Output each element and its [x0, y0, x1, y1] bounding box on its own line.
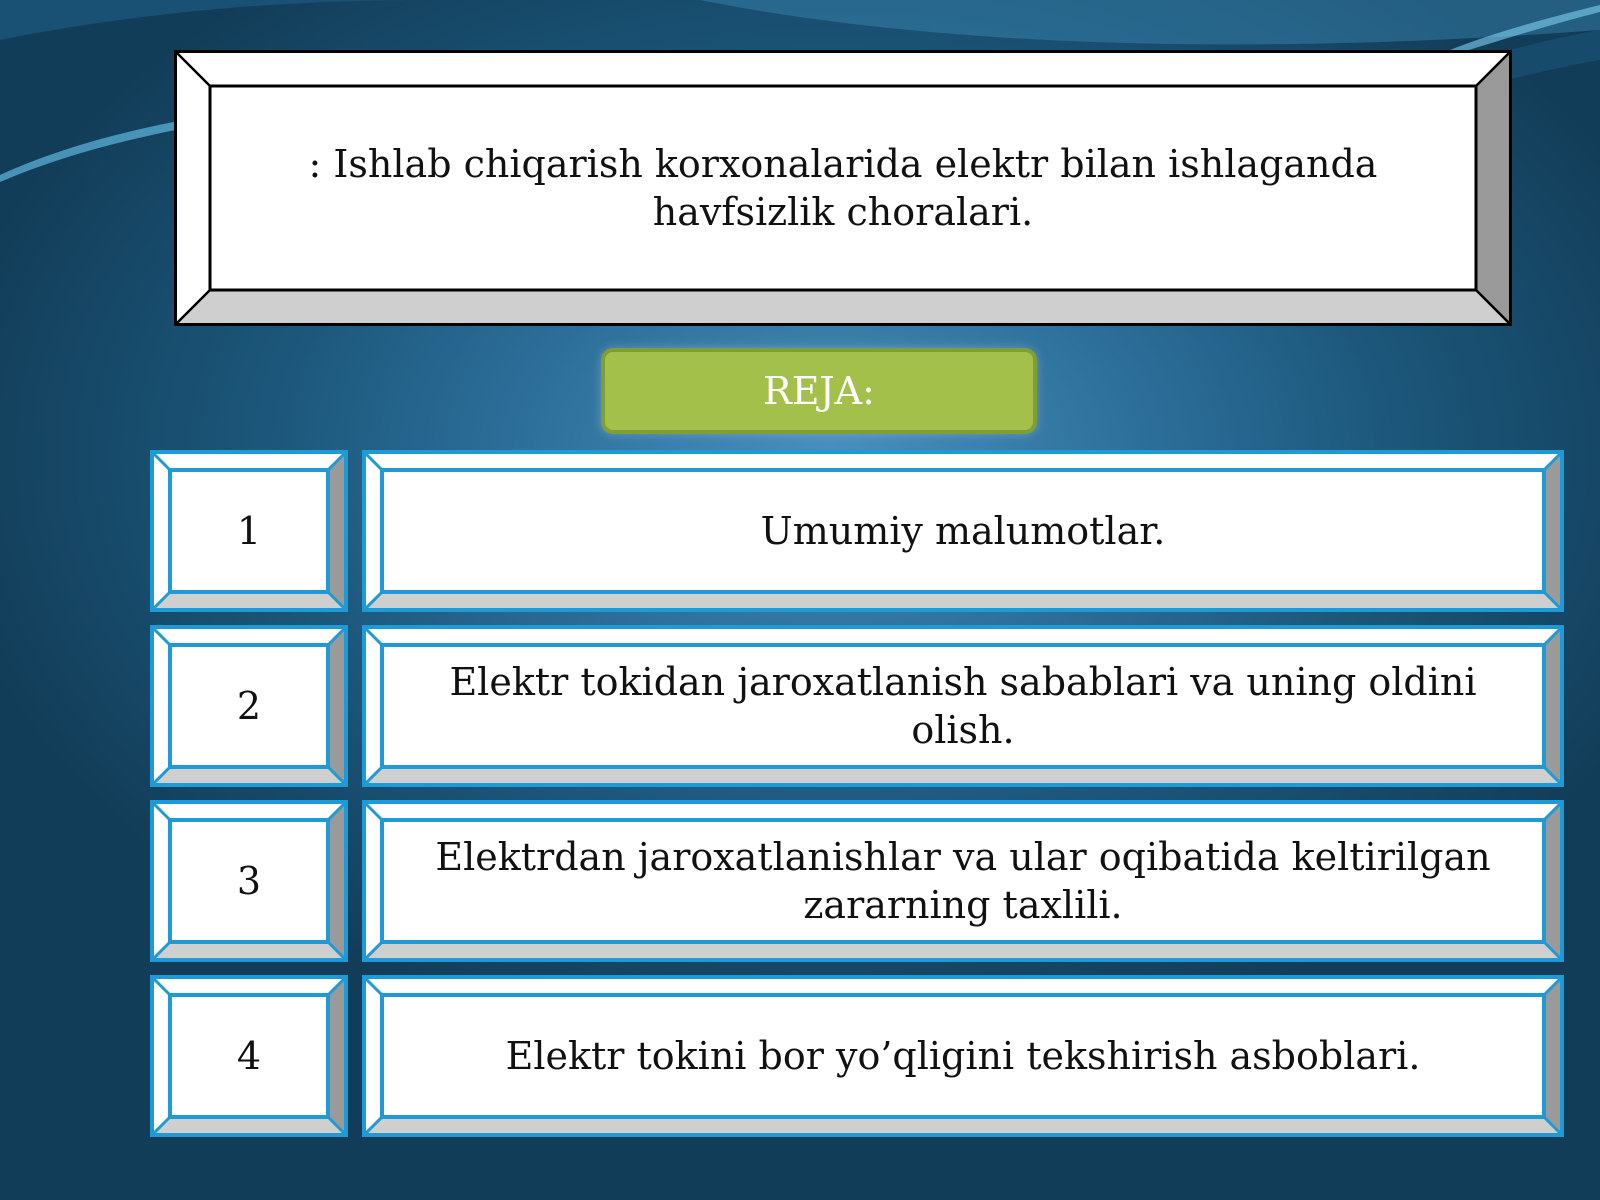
plan-item-text: Elektrdan jaroxatlanishlar va ular oqibatida keltirilgan zararning taxlili. [435, 835, 1491, 927]
plan-item-number-box [150, 975, 348, 1137]
plan-item-text: Elektr tokini bor yo’qligini tekshirish asboblari. [505, 1034, 1421, 1078]
plan-item-text-box [362, 625, 1564, 787]
slide-title: : Ishlab chiqarish korxonalarida elektr bilan ishlaganda havfsizlik choralari. [308, 142, 1378, 234]
plan-item-text-box [362, 975, 1564, 1137]
plan-item-number: 1 [236, 509, 262, 553]
plan-item-number-box [150, 625, 348, 787]
plan-item-number: 3 [236, 859, 262, 903]
plan-item-number: 2 [236, 684, 262, 728]
plan-item-text-box [362, 450, 1564, 612]
title-frame [174, 50, 1512, 326]
plan-item-text: Umumiy malumotlar. [760, 509, 1166, 553]
plan-label: REJA: [601, 348, 1037, 434]
plan-item-text: Elektr tokidan jaroxatlanish sabablari va uning oldini olish. [449, 660, 1477, 752]
plan-item-number: 4 [236, 1034, 262, 1078]
plan-item-number-box [150, 800, 348, 962]
plan-item-number-box [150, 450, 348, 612]
plan-item-text-box [362, 800, 1564, 962]
